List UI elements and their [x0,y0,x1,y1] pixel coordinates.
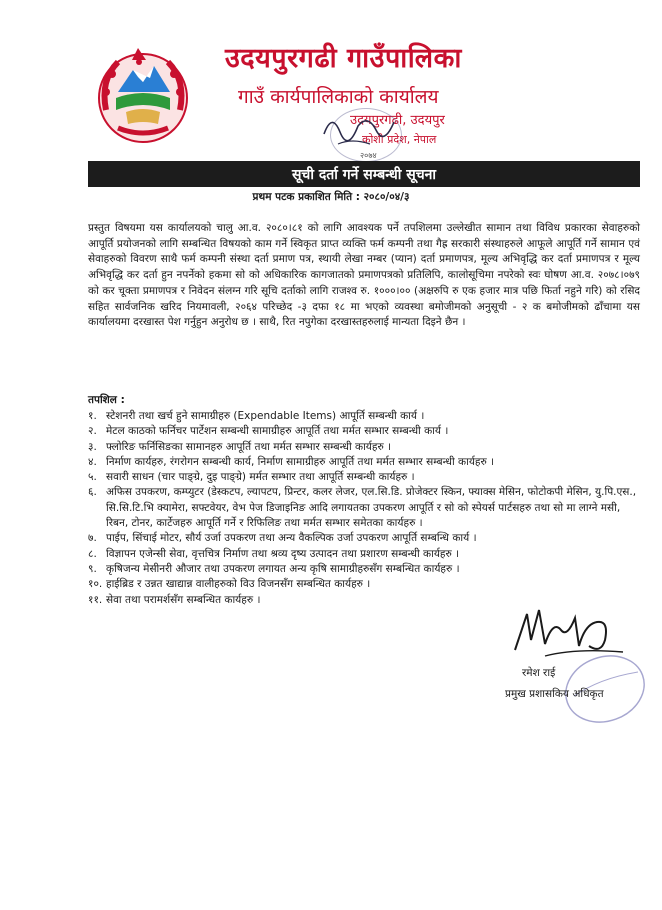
item-number: ९. [88,562,97,575]
list-item [88,547,640,562]
office-province: कोशी प्रदेश, नेपाल [362,133,437,146]
details-heading: तपशिल : [88,394,125,406]
item-number: ८. [88,547,97,560]
municipality-name: उदयपुरगढी गाउँपालिका [225,43,462,74]
signatory-designation: प्रमुख प्रशासकिय अधिकृत [505,688,604,700]
stamp-signature-icon [318,104,400,156]
item-number: ४. [88,455,97,468]
publication-date: प्रथम पटक प्रकाशित मिति : २०८०/०४/३ [252,191,410,203]
nepal-emblem-icon [88,40,198,150]
stamp-year: २०७४ [360,151,377,160]
item-number: १०. [88,578,103,591]
item-text: फ्लोरिङ फर्निसिङका सामानहरु आपूर्ति तथा मर्मत सम्भार सम्बन्धी कार्यहरु । [106,440,392,453]
notice-body: प्रस्तुत विषयमा यस कार्यालयको चालु आ.व. २०८०।८१ को लागि आवश्यक पर्ने तपशिलमा उल्लेखीत सामान तथा विविध प्रकारका सेवाहरुको आपूर्ति प्रयोजनको लागि सम्बन्धित विषयको काम गर्ने स्विकृत प्राप्त व्यक्ति फर्म कम्पनी तथा गैह्र सरकारी संस्थाहरुले आफूले आपूर्ति गर्ने सामान एवं सेवाहरुको विवरण साथै फर्म कम्पनी संस्था दर्ता प्रमाण पत्र, स्थायी लेखा नम्बर (प्यान) दर्ता प्रमाणपत्र, मूल्य अभिवृद्धि कर दर्ता प्रमाणपत्र र मूल्य अभिवृद्धि कर दर्ता हुन नपर्नेको हकमा सो को अधिकारिक कागजातको प्रमाणपत्रको प्रतिलिपि, कालोसूचिमा नपरेको स्वः घोषण आ.व. २०७८।०७९ को कर चूक्ता प्रमाणपत्र र निवेदन संलग्न गरि सूचि दर्ताको लागि राजश्व रु. १०००।०० (अक्षरुपि रु एक हजार मात्र पछि फिर्ता नहुने गरि) को रसिद सहित सार्वजनिक खरिद नियमावली, २०६४ परिच्छेद -३ दफा १८ मा भएको व्यवस्था बमोजीमको अनुसूची - २ क बमोजीमको ढाँचामा यस कार्यालयमा दरखास्त पेश गर्नुहुन अनुरोध छ । साथै, रित नपुगेका दरखास्तहरुलाई मान्यता दिइने छैन । [88,222,640,329]
details-list [88,409,640,608]
item-text: सवारी साधन (चार पाङ्ग्रे, दुइ पाङ्ग्रे) मर्मत सम्भार तथा आपूर्ति सम्बन्धी कार्यहरु । [106,471,415,484]
office-name: गाउँ कार्यपालिकाको कार्यालय [238,86,439,108]
item-text: विज्ञापन एजेन्सी सेवा, वृत्तचित्र निर्माण तथा श्रव्य दृष्य उत्पादन तथा प्रशारण सम्बन्धी कार्यहरु । [106,547,460,560]
item-number: ६. [88,486,97,499]
item-number: २. [88,425,97,438]
item-number: १. [88,410,97,422]
list-item [88,531,640,546]
item-number: ५. [88,471,97,484]
item-text: अफिस उपकरण, कम्प्युटर (डेस्कटप, ल्यापटप, प्रिन्टर, कलर लेजर, एल.सि.डि. प्रोजेक्टर स्किन, फ्याक्स मेसिन, फोटोकपी मेसिन, यु.पि.एस., सि.सि.टि.भि क्यामेरा, सफ्टवेयर, वेभ पेज डिजाइनिङ आदि लगायतका उपकरण आपूर्ति र सो को स्पेयर्स पार्टसहरु तथा सो मा लाग्ने मसी, रिबन, टोनर, कार्टेजहरु आपूर्ति गर्ने र रिफिलिङ तथा मर्मत सम्भार समेतका कार्यहरु । [106,486,637,530]
item-text: मेटल काठको फर्निचर पार्टेशन सम्बन्धी सामाग्रीहरु आपूर्ति तथा मर्मत सम्भार सम्बन्धी कार्य । [106,425,449,438]
item-text: हाईब्रिड र उन्नत खाद्यान्न वालीहरुको विउ विजनसँग सम्बन्धित कार्यहरु । [106,578,371,591]
item-number: ७. [88,532,97,545]
notice-title-bar [88,161,640,187]
list-item [88,455,640,470]
item-text: सेवा तथा परामर्शसँग सम्बन्धित कार्यहरु । [106,593,261,606]
office-address: उदयपुरगढी, उदयपुर [350,113,445,128]
list-item [88,562,640,577]
signatory-name: रमेश राई [522,667,556,679]
list-item [88,470,640,485]
list-item [88,440,640,455]
list-item [88,409,640,424]
list-item [88,485,640,531]
list-item [88,424,640,439]
item-text: स्टेशनरी तथा खर्च हुने सामाग्रीहरु (Expendable Items) आपूर्ति सम्बन्धी कार्य । [106,410,425,422]
item-text: निर्माण कार्यहरु, रंगरोगन सम्बन्धी कार्य, निर्माण सामाग्रीहरु आपूर्ति तथा मर्मत सम्भार सम्बन्धी कार्यहरु । [106,455,495,468]
item-text: कृषिजन्य मेसीनरी औजार तथा उपकरण लगायत अन्य कृषि सामाग्रीहरुसँग सम्बन्धित कार्यहरु । [106,562,460,575]
list-item [88,577,640,592]
notice-title: सूची दर्ता गर्ने सम्बन्धी सूचना [291,166,437,183]
item-text: पाईप, सिंचाई मोटर, सौर्य उर्जा उपकरण तथा अन्य वैकल्पिक उर्जा उपकरण आपूर्ति सम्बन्धि कार्य । [106,532,477,545]
item-number: ११. [88,593,103,606]
item-number: ३. [88,440,97,453]
